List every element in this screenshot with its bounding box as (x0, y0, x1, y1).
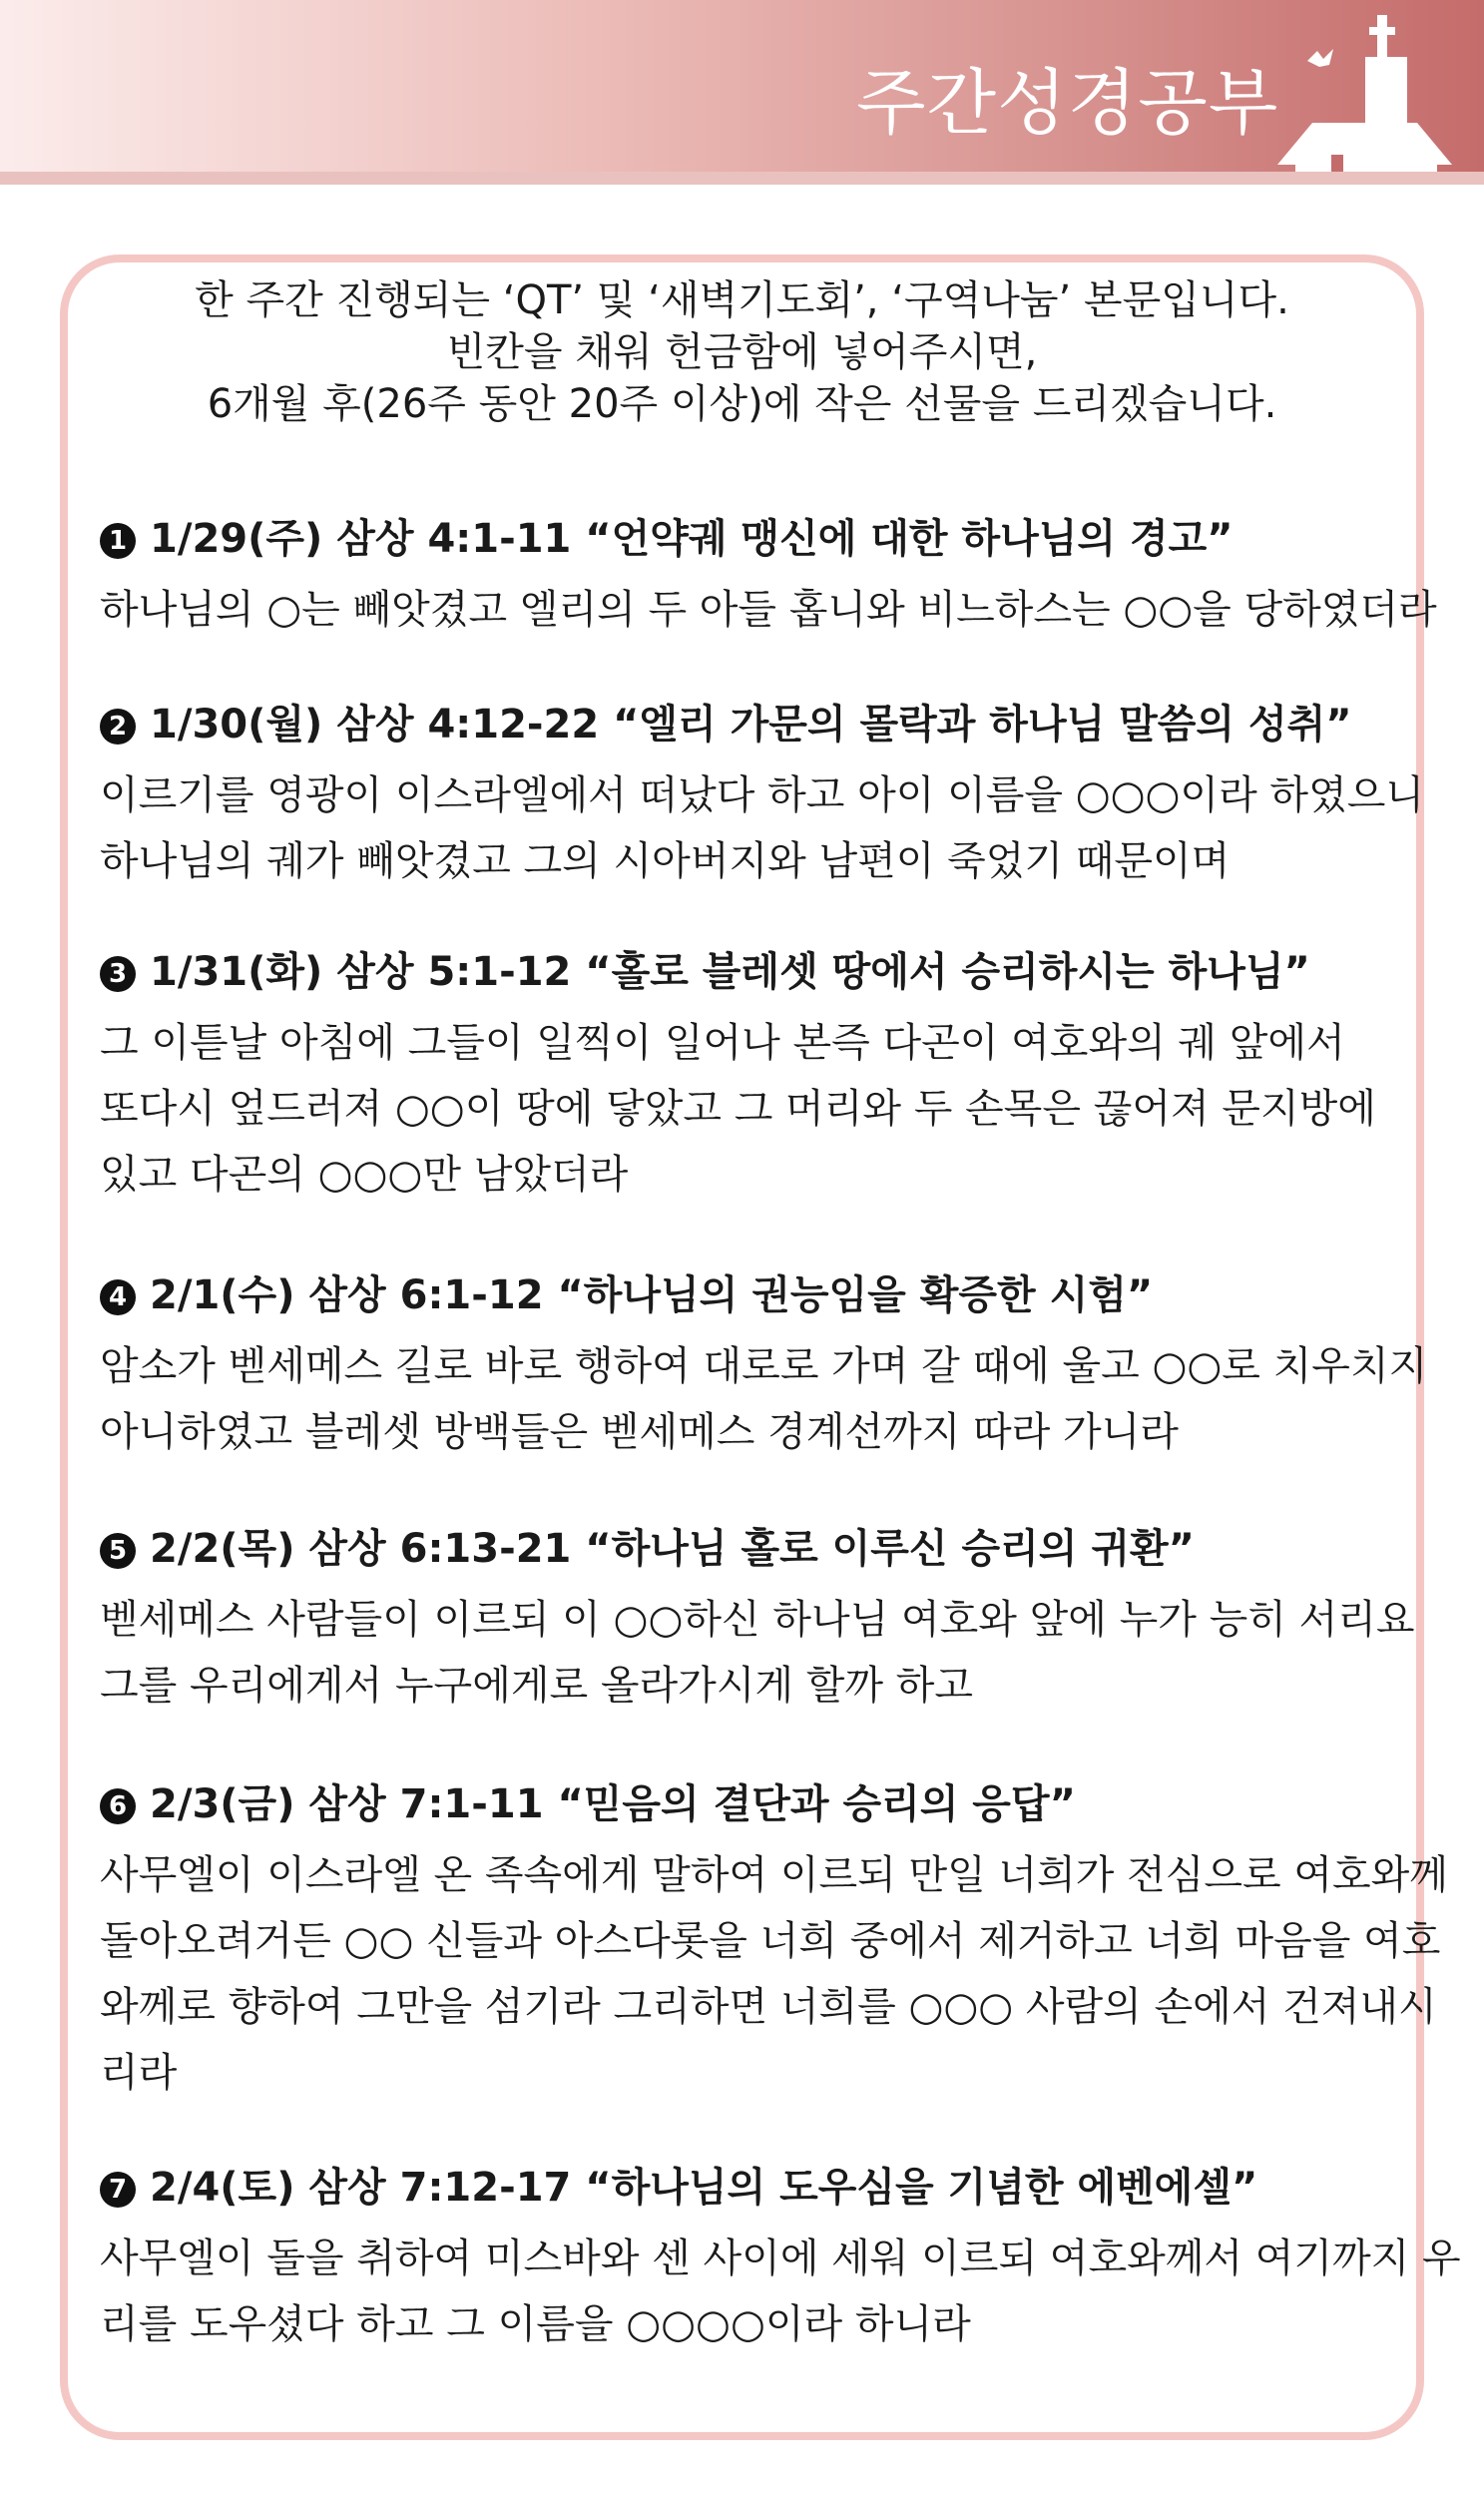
section-heading: 2/1(수) 삼상 6:1-12 “하나님의 권능임을 확증한 시험” (150, 1272, 1154, 1318)
study-day-7 (100, 2160, 1461, 2357)
number-badge: 1 (100, 523, 136, 559)
number-badge: 6 (100, 1788, 136, 1824)
section-title (100, 2160, 1387, 2216)
number-badge: 3 (100, 956, 136, 992)
verse-line: 와께로 향하여 그만을 섬기라 그리하면 너희를 ○○○ 사람의 손에서 건져내시 (100, 1984, 1437, 2030)
study-day-3 (100, 944, 1387, 1208)
verse-line: 있고 다곤의 ○○○만 남았더라 (100, 1152, 629, 1198)
section-heading: 2/4(토) 삼상 7:12-17 “하나님의 도우심을 기념한 에벤에셀” (150, 2165, 1258, 2211)
verse-line: 그 이튿날 아침에 그들이 일찍이 일어나 본즉 다곤이 여호와의 궤 앞에서 (100, 1020, 1345, 1066)
verse-line: 또다시 엎드러져 ○○이 땅에 닿았고 그 머리와 두 손목은 끊어져 문지방에 (100, 1086, 1376, 1132)
section-title (100, 1776, 1387, 1832)
verse-line: 사무엘이 이스라엘 온 족속에게 말하여 이르되 만일 너희가 전심으로 여호와께 (100, 1852, 1448, 1898)
section-heading: 1/29(주) 삼상 4:1-11 “언약궤 맹신에 대한 하나님의 경고” (150, 516, 1234, 562)
section-heading: 2/2(목) 삼상 6:13-21 “하나님 홀로 이루신 승리의 귀환” (150, 1526, 1195, 1572)
study-day-5 (100, 1521, 1415, 1719)
header-divider (0, 172, 1484, 185)
section-title (100, 1521, 1387, 1577)
verse-line: 아니하였고 블레셋 방백들은 벧세메스 경계선까지 따라 가니라 (100, 1409, 1179, 1455)
number-badge: 4 (100, 1279, 136, 1315)
study-day-4 (100, 1267, 1428, 1465)
study-day-6 (100, 1776, 1448, 2106)
section-heading: 1/31(화) 삼상 5:1-12 “홀로 블레셋 땅에서 승리하시는 하나님” (150, 949, 1310, 995)
intro-line: 6개월 후(26주 동안 20주 이상)에 작은 선물을 드리겠습니다. (207, 381, 1277, 427)
verse-line: 돌아오려거든 ○○ 신들과 아스다롯을 너희 중에서 제거하고 너희 마음을 여호 (100, 1918, 1441, 1964)
section-title (100, 1267, 1387, 1323)
section-heading: 1/30(월) 삼상 4:12-22 “엘리 가문의 몰락과 하나님 말씀의 성취” (150, 702, 1352, 748)
section-title (100, 697, 1387, 752)
section-heading: 2/3(금) 삼상 7:1-11 “믿음의 결단과 승리의 응답” (150, 1781, 1076, 1827)
number-badge: 5 (100, 1533, 136, 1569)
verse-line: 벧세메스 사람들이 이르되 이 ○○하신 하나님 여호와 앞에 누가 능히 서리요 (100, 1597, 1415, 1643)
verse-line: 사무엘이 돌을 취하여 미스바와 센 사이에 세워 이르되 여호와께서 여기까지 우 (100, 2236, 1461, 2281)
verse-line: 리라 (100, 2050, 178, 2096)
number-badge: 2 (100, 709, 136, 745)
intro-line: 한 주간 진행되는 ‘QT’ 및 ‘새벽기도회’, ‘구역나눔’ 본문입니다. (195, 277, 1289, 323)
section-title (100, 511, 1387, 567)
study-day-1 (100, 511, 1437, 643)
page-title: 주간성경공부 (856, 61, 1279, 145)
number-badge: 7 (100, 2172, 136, 2208)
header-banner (0, 0, 1484, 185)
intro-line: 빈칸을 채워 헌금함에 넣어주시면, (446, 329, 1038, 375)
study-day-2 (100, 697, 1424, 894)
verse-line: 암소가 벧세메스 길로 바로 행하여 대로로 가며 갈 때에 울고 ○○로 치우치지 (100, 1343, 1428, 1389)
church-icon (1267, 15, 1467, 185)
verse-line: 하나님의 궤가 빼앗겼고 그의 시아버지와 남편이 죽었기 때문이며 (100, 838, 1231, 884)
verse-line: 하나님의 ○는 빼앗겼고 엘리의 두 아들 홉니와 비느하스는 ○○을 당하였더라 (100, 587, 1437, 633)
verse-line: 이르기를 영광이 이스라엘에서 떠났다 하고 아이 이름을 ○○○이라 하였으니 (100, 772, 1424, 818)
intro-text (0, 274, 1484, 430)
verse-line: 그를 우리에게서 누구에게로 올라가시게 할까 하고 (100, 1663, 974, 1709)
section-title (100, 944, 1387, 1000)
verse-line: 리를 도우셨다 하고 그 이름을 ○○○○이라 하니라 (100, 2301, 971, 2347)
